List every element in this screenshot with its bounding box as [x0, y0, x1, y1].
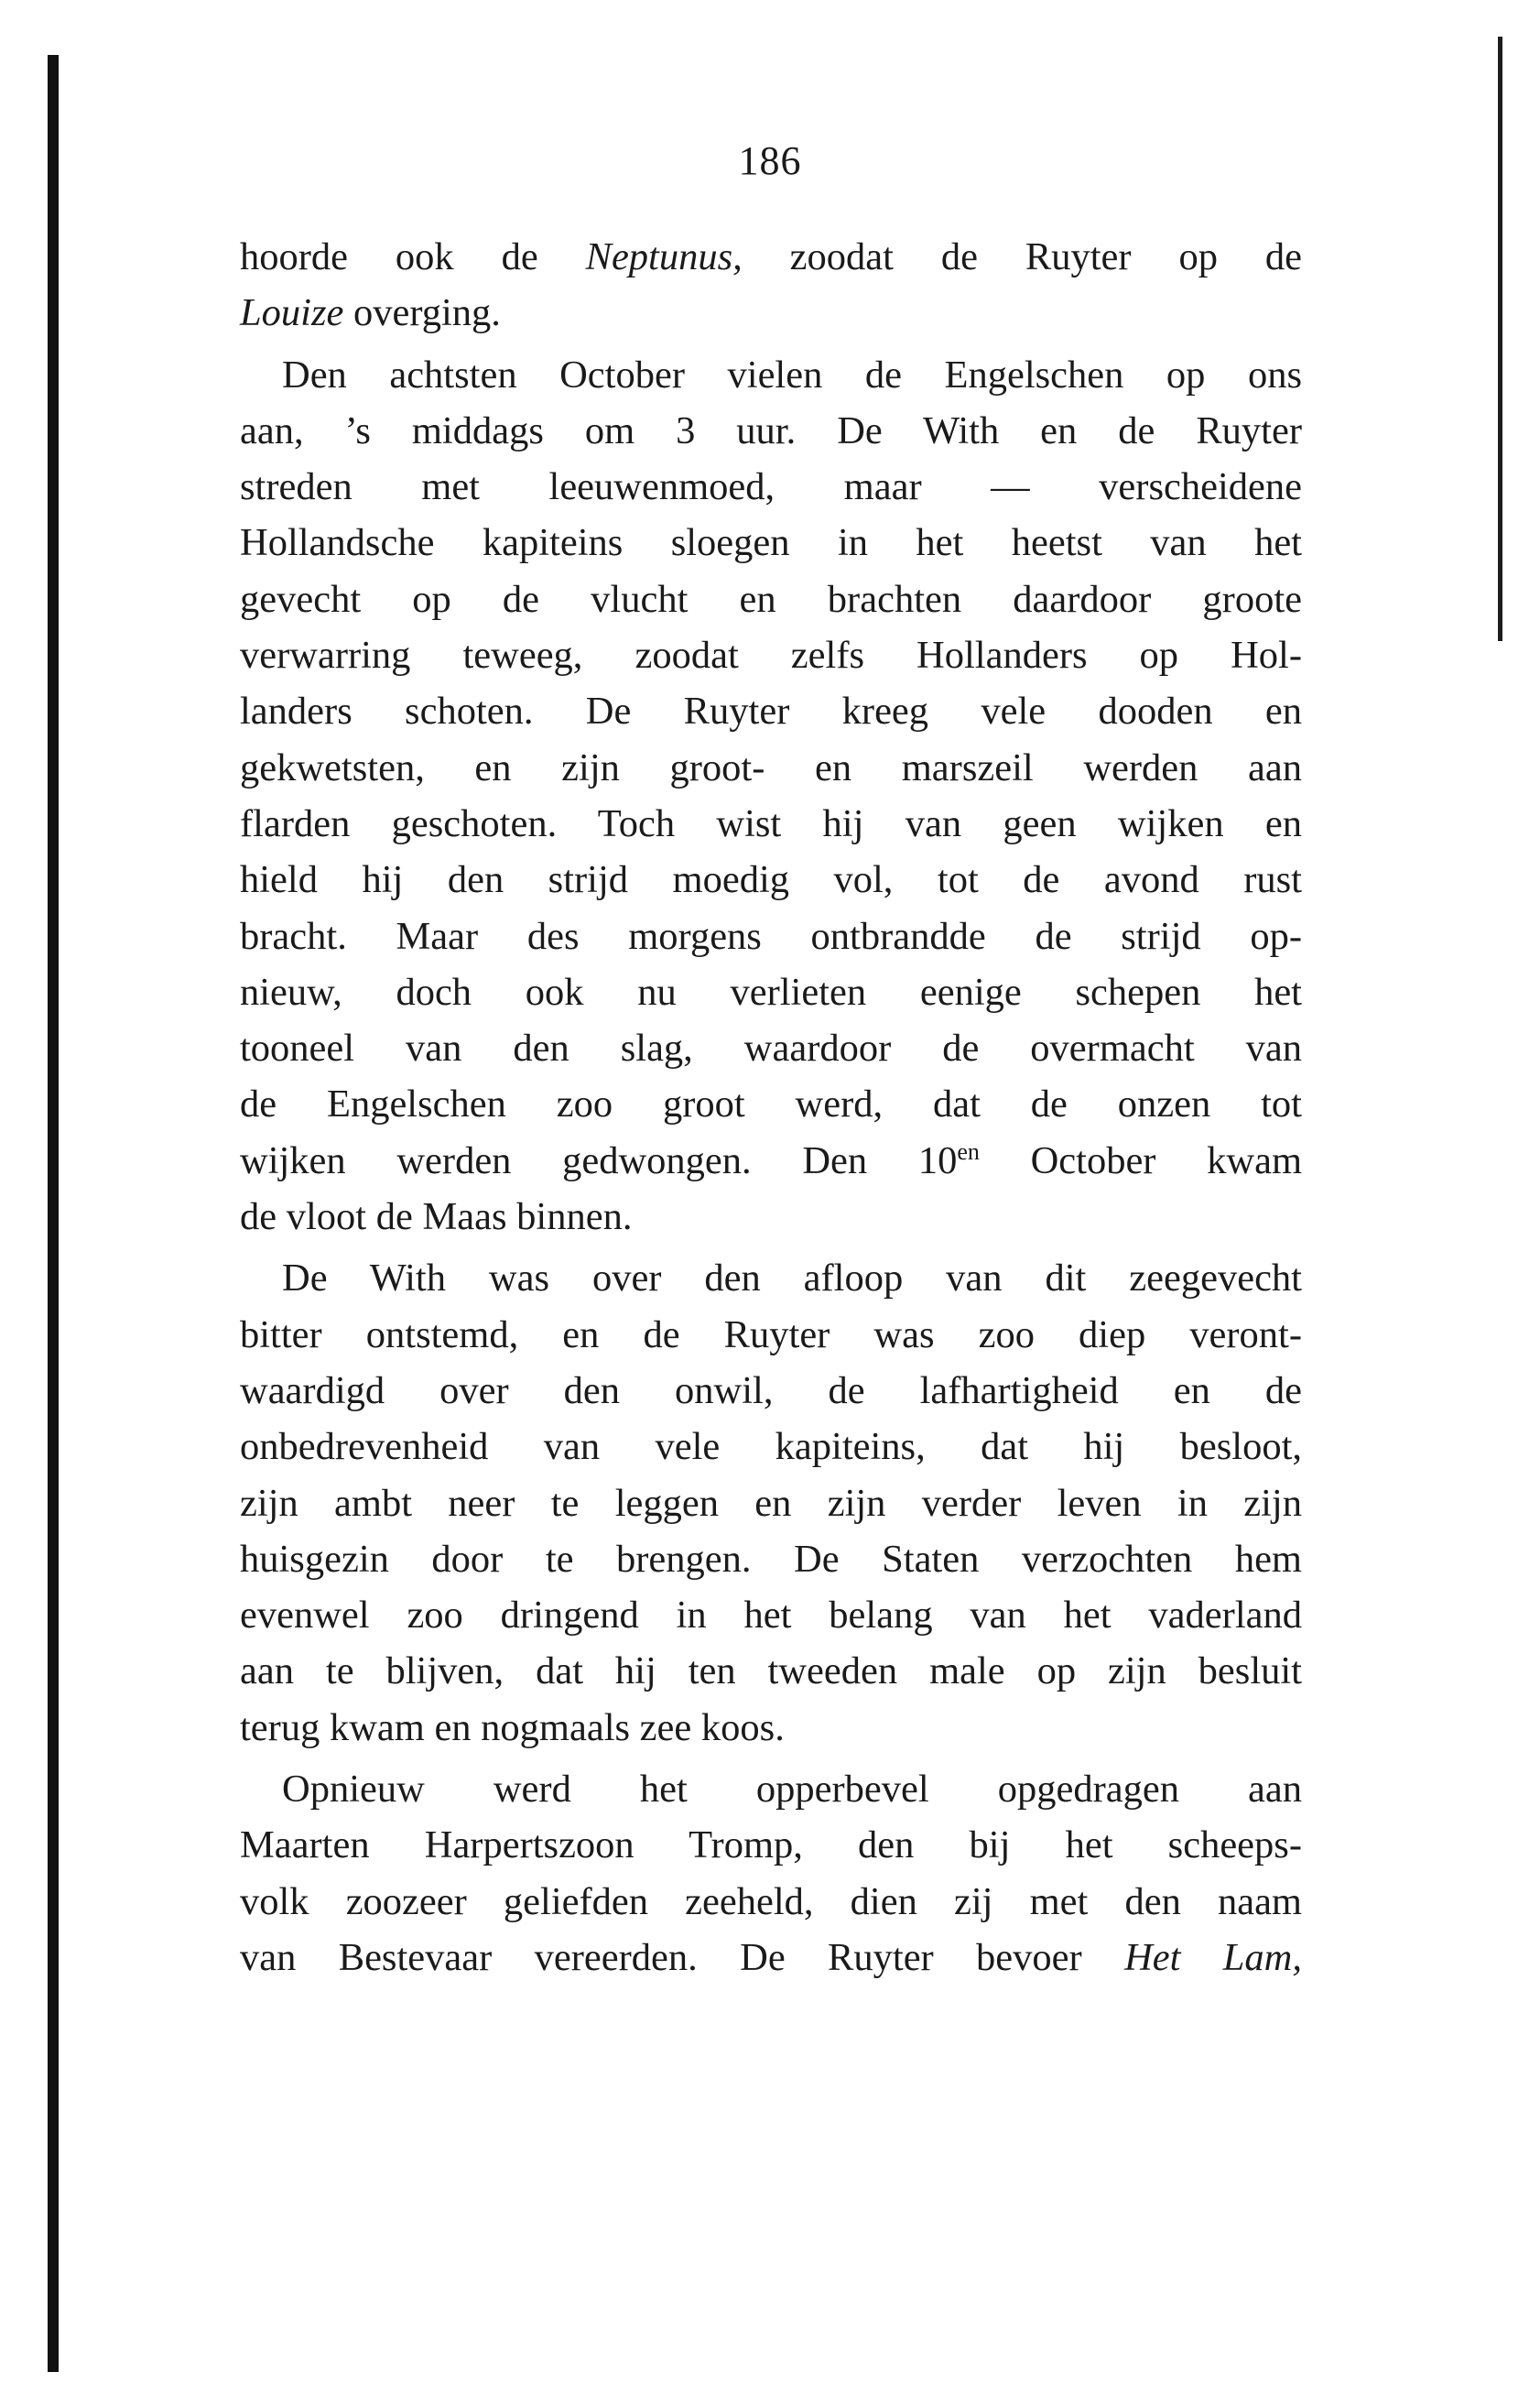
text-line — [240, 1250, 1302, 1306]
text-line — [240, 852, 1302, 908]
text-line — [240, 229, 1302, 285]
italic-text: Het Lam, — [1124, 1935, 1302, 1979]
text-run: wijken werden gedwongen. Den 10 — [240, 1138, 958, 1182]
text-line — [240, 403, 1302, 459]
text-line — [240, 683, 1302, 739]
text-run: hoorde ook de — [240, 235, 586, 278]
text-run: October kwam — [979, 1138, 1303, 1182]
text-run: Den achtsten October vielen de Engelschen op ons — [282, 353, 1302, 397]
text-line — [240, 1930, 1302, 1986]
text-run: flarden geschoten. Toch wist hij van geen wijken en — [240, 801, 1302, 845]
paragraph — [240, 1250, 1302, 1756]
text-run: huisgezin door te brengen. De Staten verzochten hem — [240, 1537, 1302, 1581]
text-run: tooneel van den slag, waardoor de overmacht van — [240, 1027, 1302, 1071]
text-line — [240, 1587, 1302, 1643]
text-run: de vloot de Maas binnen. — [240, 1195, 633, 1239]
text-line — [240, 571, 1302, 627]
text-line — [240, 1076, 1302, 1132]
text-run: van Bestevaar vereerden. De Ruyter bevoer — [240, 1935, 1125, 1979]
text-run: De With was over den afloop van dit zeegevecht — [282, 1257, 1302, 1300]
text-line — [240, 796, 1302, 852]
text-run: landers schoten. De Ruyter kreeg vele dooden en — [240, 690, 1302, 734]
text-line — [240, 1874, 1302, 1930]
superscript-text: en — [957, 1137, 980, 1165]
text-run: verwarring teweeg, zoodat zelfs Hollanders op Hol- — [240, 634, 1302, 678]
text-line — [240, 1761, 1302, 1817]
text-run: zoodat de Ruyter op de — [742, 235, 1302, 278]
text-line — [240, 1817, 1302, 1873]
text-run: overging. — [343, 291, 501, 335]
text-run: bracht. Maar des morgens ontbrandde de strijd op- — [240, 914, 1302, 958]
text-run: streden met leeuwenmoed, maar — verscheidene — [240, 465, 1302, 509]
text-line — [240, 1307, 1302, 1363]
text-run: aan, ’s middags om 3 uur. De With en de Ruyter — [240, 408, 1302, 452]
text-line — [240, 1643, 1302, 1699]
text-run: volk zoozeer geliefden zeeheld, dien zij met den naam — [240, 1879, 1302, 1923]
scan-edge-right — [1498, 37, 1502, 641]
paragraph — [240, 1761, 1302, 1986]
text-run: Hollandsche kapiteins sloegen in het heetst van het — [240, 521, 1302, 565]
text-run: evenwel zoo dringend in het belang van het vaderland — [240, 1594, 1302, 1638]
text-run: nieuw, doch ook nu verlieten eenige schepen het — [240, 970, 1302, 1014]
italic-text: Louize — [240, 291, 344, 335]
text-run: aan te blijven, dat hij ten tweeden male op zijn besluit — [240, 1649, 1302, 1693]
text-run: waardigd over den onwil, de lafhartigheid en de — [240, 1368, 1302, 1412]
paragraph — [240, 347, 1302, 1246]
text-line — [240, 285, 1302, 341]
text-line — [240, 627, 1302, 683]
text-run: terug kwam en nogmaals zee koos. — [240, 1705, 785, 1749]
text-run: bitter ontstemd, en de Ruyter was zoo diep veront- — [240, 1312, 1302, 1356]
page-number: 186 — [738, 138, 802, 183]
paragraph — [240, 229, 1302, 342]
text-run: Opnieuw werd het opperbevel opgedragen aan — [282, 1768, 1302, 1812]
text-run: gekwetsten, en zijn groot- en marszeil werden aan — [240, 745, 1302, 789]
text-line — [240, 1700, 1302, 1756]
text-line — [240, 347, 1302, 403]
text-run: zijn ambt neer te leggen en zijn verder leven in zijn — [240, 1481, 1302, 1525]
text-run: Maarten Harpertszoon Tromp, den bij het scheeps- — [240, 1823, 1302, 1867]
text-line — [240, 1189, 1302, 1245]
text-line — [240, 1475, 1302, 1531]
text-line — [240, 1419, 1302, 1474]
text-run: onbedrevenheid van vele kapiteins, dat hij besloot, — [240, 1425, 1302, 1469]
text-run: hield hij den strijd moedig vol, tot de avond rust — [240, 858, 1302, 902]
text-line — [240, 459, 1302, 515]
text-line — [240, 964, 1302, 1020]
scan-edge-left — [48, 55, 59, 2372]
text-run: gevecht op de vlucht en brachten daardoor groote — [240, 577, 1302, 621]
text-run: de Engelschen zoo groot werd, dat de onzen tot — [240, 1083, 1302, 1126]
text-line — [240, 1363, 1302, 1419]
text-line — [240, 740, 1302, 796]
text-line — [240, 909, 1302, 964]
italic-text: Neptunus, — [585, 235, 743, 278]
body-text — [240, 229, 1302, 1986]
text-line — [240, 1531, 1302, 1587]
text-line — [240, 1133, 1302, 1189]
text-line — [240, 1020, 1302, 1076]
text-line — [240, 515, 1302, 571]
